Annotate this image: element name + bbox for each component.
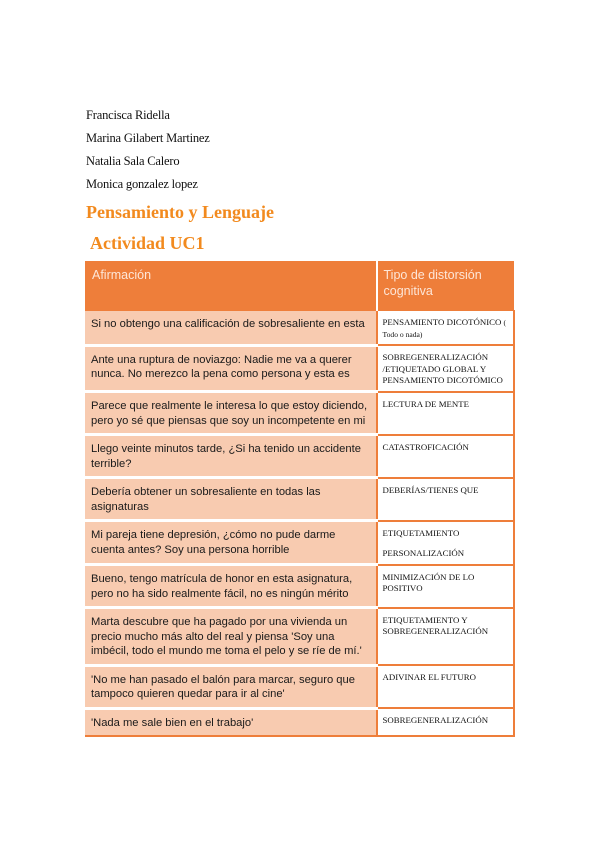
statement-cell: Marta descubre que ha pagado por una vivienda un precio mucho más alto del real y piensa 'Soy una imbécil, todo el mundo me toma el pelo y se ríe de mí.' xyxy=(86,608,377,666)
author-1: Francisca Ridella xyxy=(86,108,170,122)
table-row xyxy=(86,521,514,565)
statement-cell: Parece que realmente le interesa lo que estoy diciendo, pero yo sé que piensas que soy un incompetente en mi xyxy=(86,392,377,435)
type-cell: ETIQUETAMIENTO Y SOBREGENERALIZACIÓN xyxy=(377,608,514,666)
table-row xyxy=(86,311,514,346)
table-row xyxy=(86,478,514,521)
table-row xyxy=(86,608,514,666)
statement-cell: Ante una ruptura de noviazgo: Nadie me va a querer nunca. No merezco la pena como persona y esta es xyxy=(86,345,377,392)
document-title: Pensamiento y Lenguaje xyxy=(86,202,274,222)
type-cell xyxy=(377,521,514,565)
type-text: ETIQUETAMIENTO xyxy=(382,527,460,538)
statement-cell: 'Nada me sale bien en el trabajo' xyxy=(86,708,377,736)
statement-cell: Llego veinte minutos tarde, ¿Si ha tenido un accidente terrible? xyxy=(86,435,377,478)
statement-cell: Mi pareja tiene depresión, ¿cómo no pude darme cuenta antes? Soy una persona horrible xyxy=(86,521,377,565)
table-row xyxy=(86,565,514,608)
table-row xyxy=(86,392,514,435)
type-text-2: PERSONALIZACIÓN xyxy=(382,548,465,558)
type-cell: LECTURA DE MENTE xyxy=(377,392,514,435)
header-statement: Afirmación xyxy=(86,262,377,311)
type-text: PENSAMIENTO DICOTÓNICO xyxy=(382,317,502,327)
table-header-row xyxy=(86,262,514,311)
table-row xyxy=(86,665,514,708)
statement-cell: 'No me han pasado el balón para marcar, seguro que tampoco quieren quedar para ir al cine' xyxy=(86,665,377,708)
statement-cell: Si no obtengo una calificación de sobresaliente en esta xyxy=(86,311,377,346)
distortion-table xyxy=(85,261,515,737)
table-row xyxy=(86,708,514,736)
type-cell: ADIVINAR EL FUTURO xyxy=(377,665,514,708)
table-row xyxy=(86,345,514,392)
header-distortion-type: Tipo de distorsión cognitiva xyxy=(377,262,514,311)
type-note: ( Todo o nada) xyxy=(382,318,507,339)
type-cell: DEBERÍAS/TIENES QUE xyxy=(377,478,514,521)
document-subtitle: Actividad UC1 xyxy=(90,233,205,253)
type-cell xyxy=(377,311,514,346)
table-row xyxy=(86,435,514,478)
author-2: Marina Gilabert Martinez xyxy=(86,131,210,145)
type-cell: CATASTROFICACIÓN xyxy=(377,435,514,478)
statement-cell: Debería obtener un sobresaliente en todas las asignaturas xyxy=(86,478,377,521)
author-4: Monica gonzalez lopez xyxy=(86,177,198,191)
type-cell: SOBREGENERALIZACIÓN /ETIQUETADO GLOBAL Y PENSAMIENTO DICOTÓMICO xyxy=(377,345,514,392)
type-cell: SOBREGENERALIZACIÓN xyxy=(377,708,514,736)
type-cell: MINIMIZACIÓN DE LO POSITIVO xyxy=(377,565,514,608)
statement-cell: Bueno, tengo matrícula de honor en esta asignatura, pero no ha sido realmente fácil, no es ningún mérito xyxy=(86,565,377,608)
author-3: Natalia Sala Calero xyxy=(86,154,180,168)
